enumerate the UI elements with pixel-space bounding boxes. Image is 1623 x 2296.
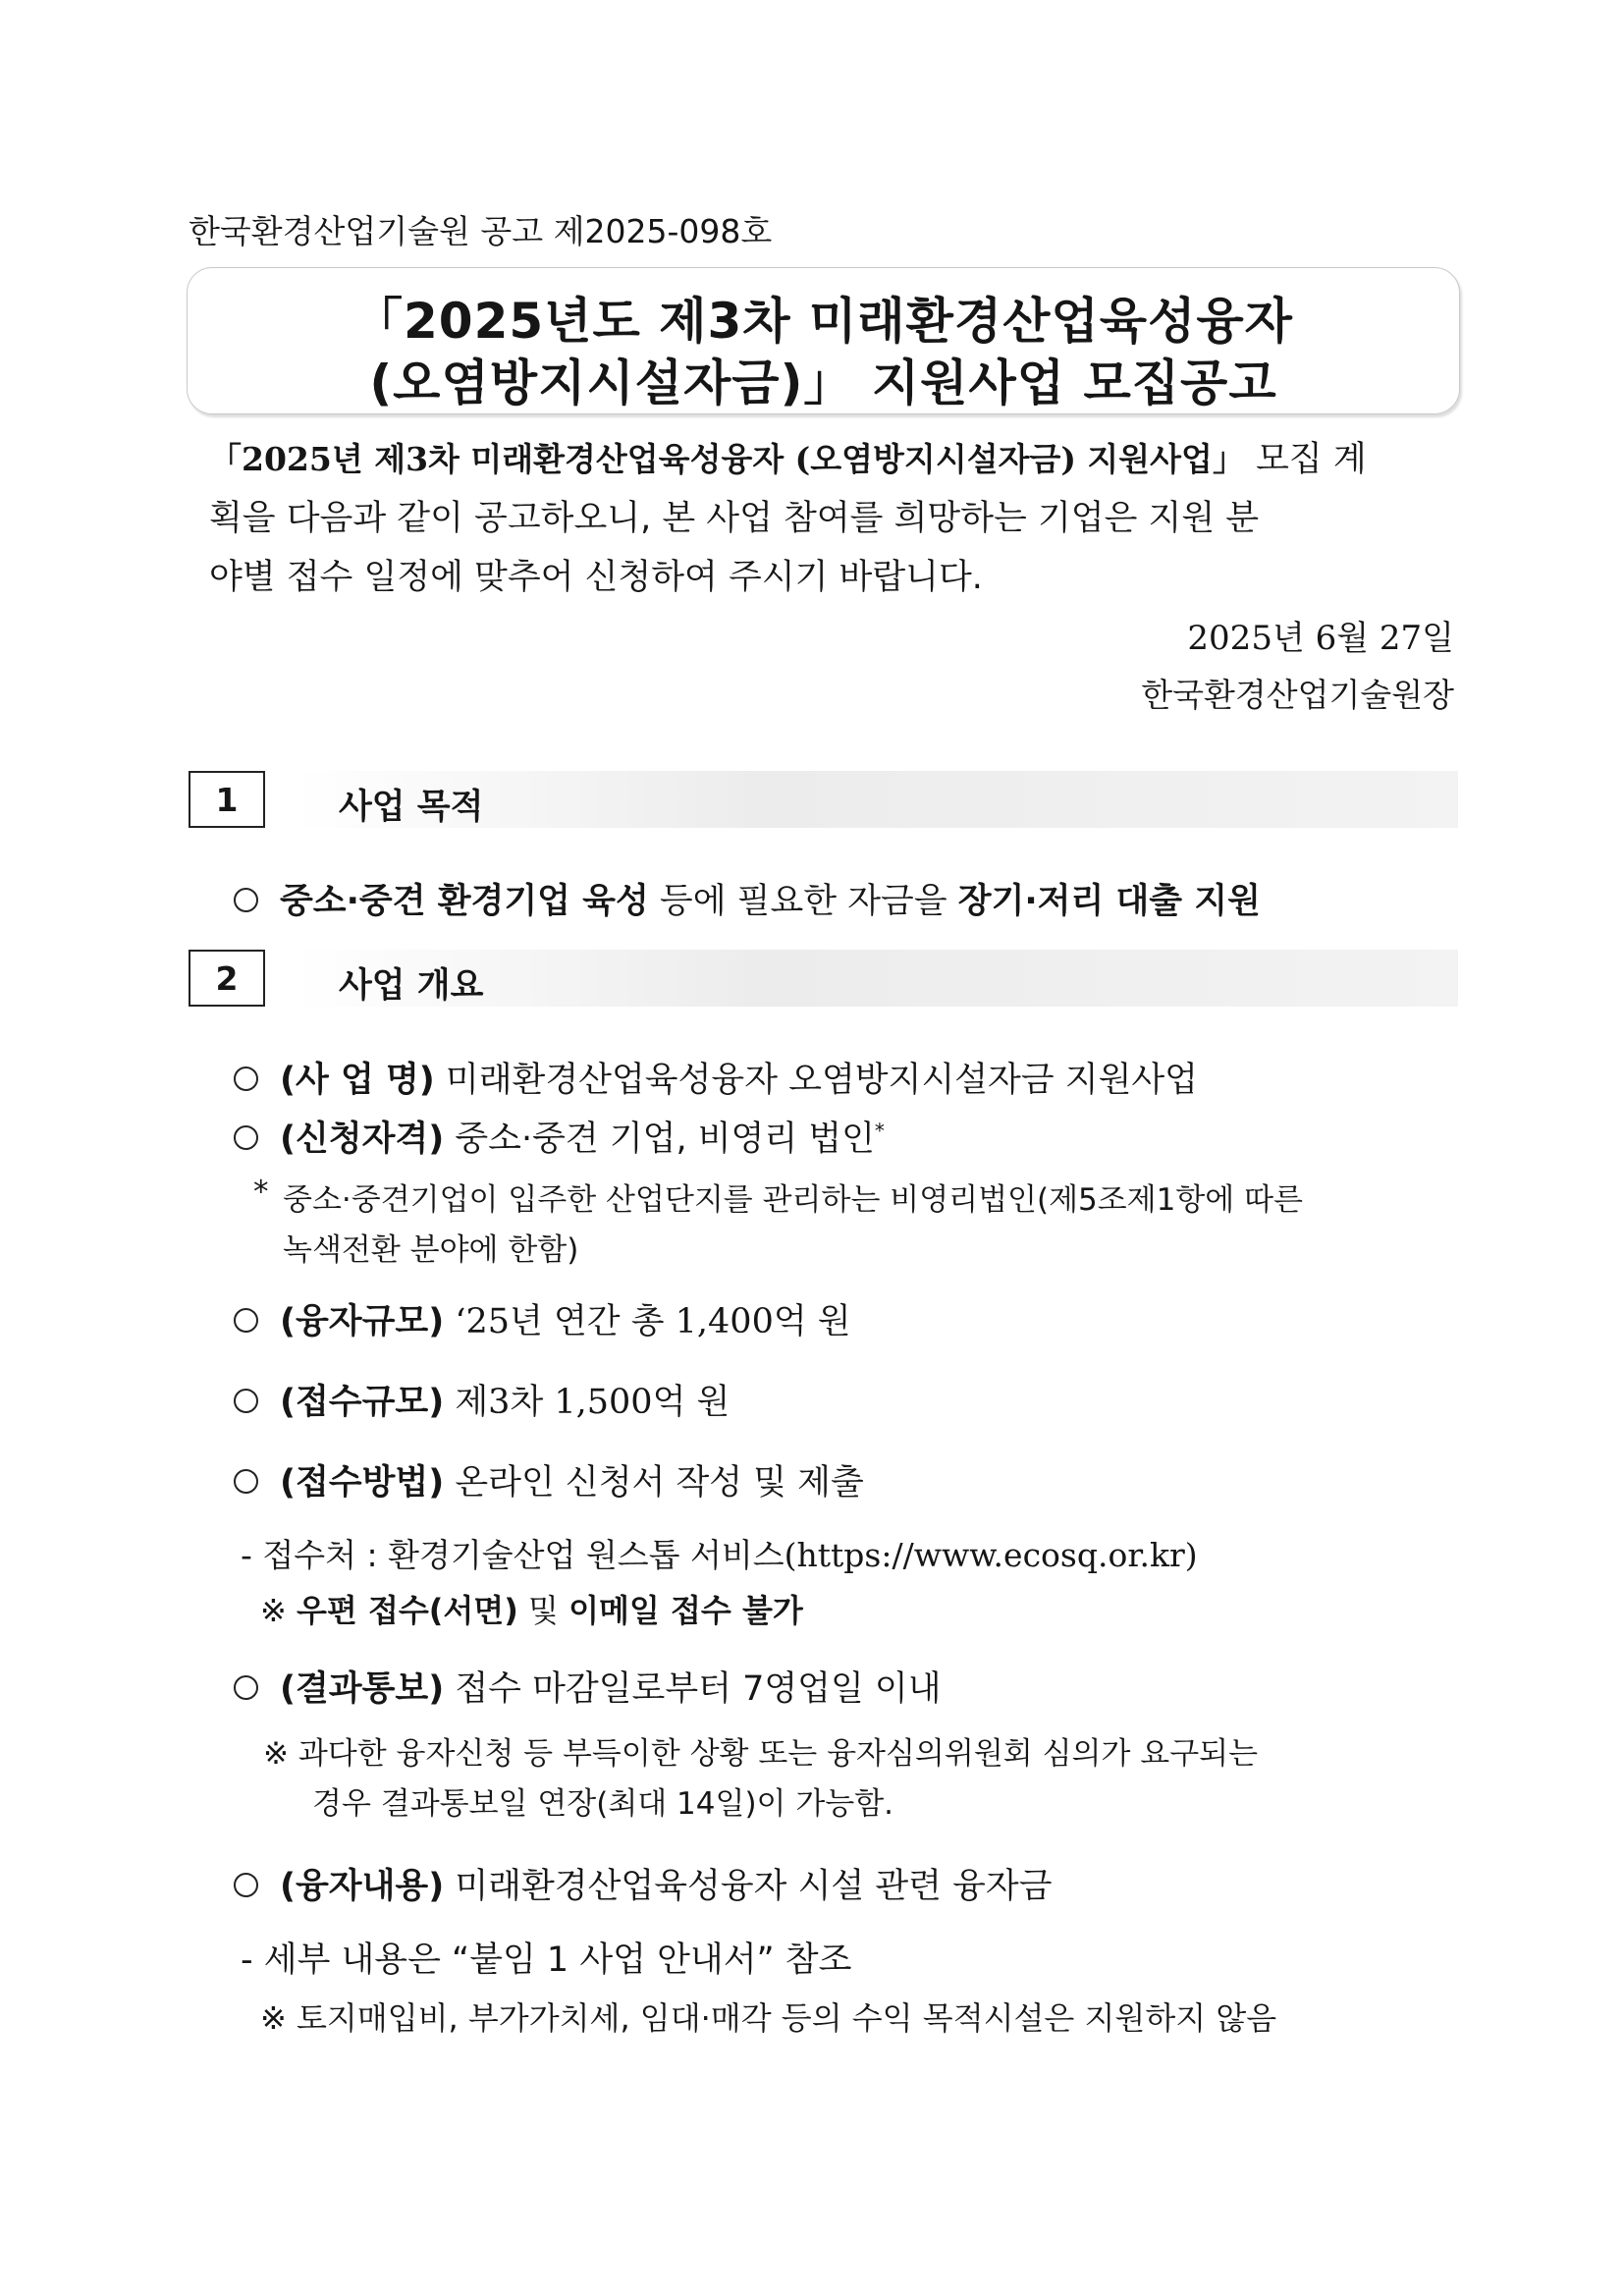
section-1-number: 1 xyxy=(189,771,265,828)
eligibility-value: 중소·중견 기업, 비영리 법인 xyxy=(444,1120,875,1159)
result-notice-label: (결과통보) xyxy=(280,1669,445,1709)
intro-rest: 모집 계 xyxy=(1244,440,1367,479)
section-2-title: 사업 개요 xyxy=(339,966,484,1006)
loan-content-item xyxy=(234,1859,1053,1908)
bullet-circle-icon xyxy=(234,1066,258,1091)
receipt-scale-item xyxy=(234,1375,730,1424)
result-notice-item xyxy=(234,1662,942,1711)
section-2-number: 2 xyxy=(189,950,265,1007)
result-notice-note-line-1: ※ 과다한 융자신청 등 부득이한 상황 또는 융자심의위원회 심의가 요구되는 xyxy=(263,1736,1259,1772)
receipt-note-bold-2: 이메일 접수 불가 xyxy=(568,1592,803,1629)
intro-line-2: 획을 다음과 같이 공고하오니, 본 사업 참여를 희망하는 기업은 지원 분 xyxy=(209,499,1260,538)
business-name-value: 미래환경산업육성융자 오염방지시설자금 지원사업 xyxy=(434,1061,1198,1100)
loan-content-value: 미래환경산업육성융자 시설 관련 융자금 xyxy=(444,1867,1053,1906)
receipt-scale-label: (접수규모) xyxy=(280,1383,445,1422)
bullet-circle-icon xyxy=(234,1125,258,1150)
signer: 한국환경산업기술원장 xyxy=(1141,676,1454,714)
eligibility-note-mark: * xyxy=(253,1175,269,1210)
receipt-method-value: 온라인 신청서 작성 및 제출 xyxy=(444,1463,864,1503)
result-notice-value: 접수 마감일로부터 7영업일 이내 xyxy=(444,1669,942,1709)
loan-scale-value: ‘25년 연간 총 1,400억 원 xyxy=(444,1302,851,1341)
bullet-circle-icon xyxy=(234,888,258,912)
section-1-item xyxy=(234,874,1261,923)
bullet-circle-icon xyxy=(234,1873,258,1897)
loan-content-label: (융자내용) xyxy=(280,1867,445,1906)
business-name-label: (사 업 명) xyxy=(280,1061,435,1100)
receipt-note-bold-1: 우편 접수(서면) xyxy=(296,1592,518,1629)
loan-scale-label: (융자규모) xyxy=(280,1302,445,1341)
intro-bold: 「2025년 제3차 미래환경산업육성융자 (오염방지시설자금) 지원사업」 xyxy=(209,440,1245,478)
business-name-item xyxy=(234,1053,1198,1102)
eligibility-item xyxy=(234,1112,885,1161)
announcement-date: 2025년 6월 27일 xyxy=(1187,619,1454,658)
receipt-method-label: (접수방법) xyxy=(280,1463,445,1503)
title-line-2: (오염방지시설자금)」 지원사업 모집공고 xyxy=(369,355,1277,411)
bullet-circle-icon xyxy=(234,1675,258,1700)
eligibility-note-line-2: 녹색전환 분야에 한함) xyxy=(283,1232,579,1268)
loan-scale-item xyxy=(234,1294,851,1343)
reference-mark: ※ xyxy=(260,1592,297,1629)
eligibility-label: (신청자격) xyxy=(280,1120,445,1159)
section-1-bold-2: 장기·저리 대출 지원 xyxy=(957,882,1261,921)
intro-line-1 xyxy=(209,432,1367,481)
receipt-place-url: (https://www.ecosq.or.kr) xyxy=(784,1536,1198,1574)
result-notice-note-line-2: 경우 결과통보일 연장(최대 14일)이 가능함. xyxy=(312,1786,894,1822)
loan-content-detail: - 세부 내용은 “붙임 1 사업 안내서” 참조 xyxy=(241,1941,852,1980)
receipt-method-item xyxy=(234,1455,864,1504)
document-number: 한국환경산업기술원 공고 제2025-098호 xyxy=(189,212,773,250)
section-1-bold-1: 중소·중견 환경기업 육성 xyxy=(280,882,649,921)
receipt-place xyxy=(241,1530,1198,1576)
title-box xyxy=(187,267,1460,414)
section-1-text: 등에 필요한 자금을 xyxy=(648,882,958,921)
bullet-circle-icon xyxy=(234,1389,258,1413)
receipt-method-note xyxy=(260,1586,803,1631)
eligibility-note-line-1: 중소·중견기업이 입주한 산업단지를 관리하는 비영리법인(제5조제1항에 따른 xyxy=(283,1182,1303,1218)
bullet-circle-icon xyxy=(234,1469,258,1494)
section-1-title: 사업 목적 xyxy=(339,788,484,827)
loan-content-note: ※ 토지매입비, 부가가치세, 임대·매각 등의 수익 목적시설은 지원하지 않음 xyxy=(260,1999,1277,2037)
bullet-circle-icon xyxy=(234,1308,258,1333)
eligibility-footnote-mark: * xyxy=(874,1119,885,1143)
receipt-note-text: 및 xyxy=(517,1592,569,1629)
receipt-scale-value: 제3차 1,500억 원 xyxy=(444,1383,730,1422)
title-line-1: 「2025년도 제3차 미래환경산업육성융자 xyxy=(353,293,1293,350)
intro-line-3: 야별 접수 일정에 맞추어 신청하여 주시기 바랍니다. xyxy=(209,558,983,597)
receipt-place-prefix: - 접수처 : 환경기술산업 원스톱 서비스 xyxy=(241,1536,784,1574)
